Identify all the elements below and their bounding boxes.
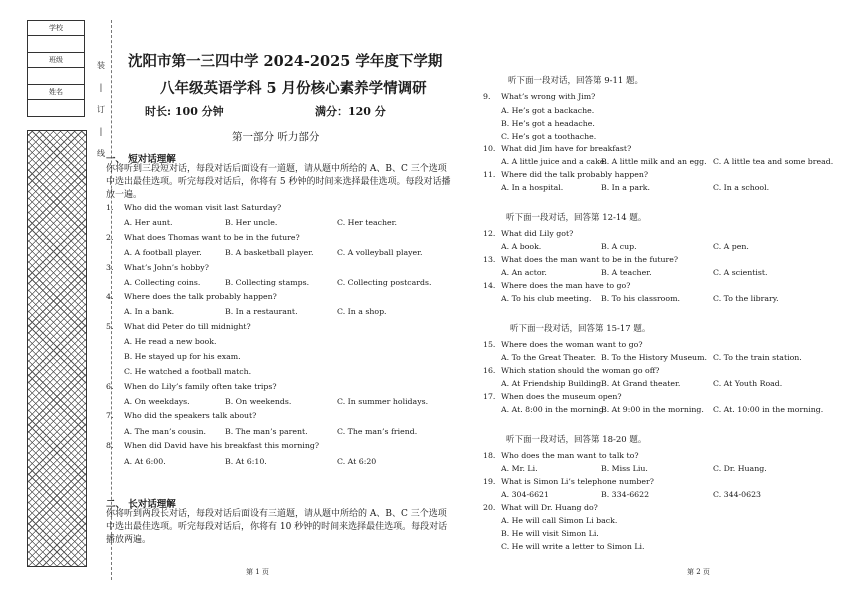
- option-a[interactable]: A. 304-6621: [501, 490, 549, 499]
- question-text: Where does the man have to go?: [501, 281, 631, 290]
- option-a[interactable]: A. He will call Simon Li back.: [501, 516, 618, 525]
- question-text: What does the man want to be in the future?: [501, 255, 679, 264]
- option-b[interactable]: B. A little milk and an egg.: [601, 157, 707, 166]
- question-number: 1.: [106, 203, 114, 212]
- option-a[interactable]: A. Her aunt.: [124, 218, 173, 227]
- option-c[interactable]: C. In a school.: [713, 183, 770, 192]
- question-text: When did David have his breakfast this morning?: [124, 441, 320, 450]
- option-a[interactable]: A. At. 8:00 in the morning.: [501, 405, 607, 414]
- option-a[interactable]: A. A little juice and a cake.: [501, 157, 608, 166]
- option-c[interactable]: C. A volleyball player.: [337, 248, 423, 257]
- option-c[interactable]: C. To the train station.: [713, 353, 802, 362]
- exam-subtitle: 八年级英语学科 5 月份核心素养学情调研: [160, 80, 427, 97]
- option-b[interactable]: B. At Grand theater.: [601, 379, 681, 388]
- option-b[interactable]: B. He will visit Simon Li.: [501, 529, 599, 538]
- question-text: What did Jim have for breakfast?: [501, 144, 632, 153]
- class-field[interactable]: [28, 68, 85, 85]
- question-number: 8.: [106, 441, 114, 450]
- class-label: 班级: [28, 53, 85, 68]
- question-number: 5.: [106, 322, 114, 331]
- exam-duration: 时长: 100 分钟: [145, 105, 224, 118]
- question-text: What did Peter do till midnight?: [124, 322, 251, 331]
- option-b[interactable]: B. Miss Liu.: [601, 464, 648, 473]
- part-title: 第一部分 听力部分: [232, 131, 320, 143]
- question-text: Where does the talk probably happen?: [124, 292, 277, 301]
- option-b[interactable]: B. In a park.: [601, 183, 650, 192]
- section1-intro: 你将听到三段短对话，每段对话后面设有一道题，请从题中所给的 A、B、C 三个选项中选出最佳选项。听完每段对话后，你将有 5 秒钟的时间来选择最佳选项。每段对话播放一遍。: [106, 164, 451, 200]
- option-b[interactable]: B. The man’s parent.: [225, 427, 308, 436]
- option-c[interactable]: C. In summer holidays.: [337, 397, 429, 406]
- question-number: 7.: [106, 411, 114, 420]
- option-c[interactable]: C. The man’s friend.: [337, 427, 418, 436]
- option-b[interactable]: B. 334-6622: [601, 490, 650, 499]
- question-number: 6.: [106, 382, 114, 391]
- option-a[interactable]: A. He read a new book.: [124, 337, 217, 346]
- name-label: 姓名: [28, 85, 85, 100]
- option-b[interactable]: B. To his classroom.: [601, 294, 680, 303]
- option-b[interactable]: B. To the History Museum.: [601, 353, 707, 362]
- school-field[interactable]: [28, 36, 85, 53]
- question-text: Who did the woman visit last Saturday?: [124, 203, 282, 212]
- option-c[interactable]: C. At. 10:00 in the morning.: [713, 405, 824, 414]
- question-text: What does Thomas want to be in the future?: [124, 233, 300, 242]
- question-text: When do Lily’s family often take trips?: [124, 382, 277, 391]
- question-text: What will Dr. Huang do?: [501, 503, 598, 512]
- question-number: 14.: [483, 281, 496, 290]
- school-label: 学校: [28, 21, 85, 36]
- question-text: What’s wrong with Jim?: [501, 92, 596, 101]
- option-b[interactable]: B. At 9:00 in the morning.: [601, 405, 704, 414]
- option-c[interactable]: C. Collecting postcards.: [337, 278, 432, 287]
- option-a[interactable]: A. At Friendship Building.: [501, 379, 604, 388]
- option-c[interactable]: C. He will write a letter to Simon Li.: [501, 542, 645, 551]
- question-text: What did Lily got?: [501, 229, 574, 238]
- question-number: 20.: [483, 503, 496, 512]
- page-number-2: 第 2 页: [687, 568, 710, 576]
- option-c[interactable]: C. 344-0623: [713, 490, 762, 499]
- option-c[interactable]: C. A scientist.: [713, 268, 768, 277]
- question-number: 10.: [483, 144, 496, 153]
- option-b[interactable]: B. He stayed up for his exam.: [124, 352, 241, 361]
- option-b[interactable]: B. A teacher.: [601, 268, 652, 277]
- option-c[interactable]: C. He watched a football match.: [124, 367, 252, 376]
- listening-instruction: 听下面一段对话，回答第 12-14 题。: [506, 213, 647, 223]
- listening-instruction: 听下面一段对话，回答第 18-20 题。: [506, 435, 647, 445]
- question-number: 3.: [106, 263, 114, 272]
- option-c[interactable]: C. In a shop.: [337, 307, 387, 316]
- question-text: Which station should the woman go off?: [501, 366, 660, 375]
- decorative-pattern: [27, 130, 87, 567]
- question-text: What is Simon Li’s telephone number?: [501, 477, 654, 486]
- exam-title: 沈阳市第一三四中学 2024-2025 学年度下学期: [128, 53, 443, 70]
- exam-score: 满分：120 分: [315, 105, 386, 118]
- option-c[interactable]: C. At 6:20: [337, 457, 377, 466]
- option-b[interactable]: B. A basketball player.: [225, 248, 314, 257]
- option-a[interactable]: A. To the Great Theater.: [501, 353, 597, 362]
- option-a[interactable]: A. In a hospital.: [501, 183, 564, 192]
- option-b[interactable]: B. On weekends.: [225, 397, 292, 406]
- option-b[interactable]: B. In a restaurant.: [225, 307, 298, 316]
- option-a[interactable]: A. An actor.: [501, 268, 547, 277]
- option-b[interactable]: B. Her uncle.: [225, 218, 278, 227]
- section1-heading: 一、 短对话理解: [106, 154, 176, 165]
- listening-instruction: 听下面一段对话，回答第 15-17 题。: [510, 324, 651, 334]
- question-text: Who did the speakers talk about?: [124, 411, 257, 420]
- question-number: 13.: [483, 255, 496, 264]
- question-number: 16.: [483, 366, 496, 375]
- page-number-1: 第 1 页: [246, 568, 269, 576]
- question-number: 15.: [483, 340, 496, 349]
- option-a[interactable]: A. A football player.: [124, 248, 202, 257]
- option-a[interactable]: A. On weekdays.: [124, 397, 190, 406]
- option-c[interactable]: C. Dr. Huang.: [713, 464, 767, 473]
- question-number: 19.: [483, 477, 496, 486]
- section2-heading: 二、 长对话理解: [106, 499, 176, 510]
- name-field[interactable]: [28, 100, 85, 117]
- option-c[interactable]: C. To the library.: [713, 294, 779, 303]
- option-a[interactable]: A. The man’s cousin.: [124, 427, 207, 436]
- question-number: 18.: [483, 451, 496, 460]
- question-number: 2.: [106, 233, 114, 242]
- question-number: 17.: [483, 392, 496, 401]
- option-a[interactable]: A. Mr. Li.: [501, 464, 538, 473]
- option-a[interactable]: A. At 6:00.: [124, 457, 166, 466]
- option-a[interactable]: A. To his club meeting.: [501, 294, 592, 303]
- option-c[interactable]: C. Her teacher.: [337, 218, 398, 227]
- option-c[interactable]: C. He’s got a toothache.: [501, 132, 597, 141]
- question-text: Where does the woman want to go?: [501, 340, 643, 349]
- option-a[interactable]: A. A book.: [501, 242, 542, 251]
- binding-line-text: 装 | 订 | 线: [97, 61, 105, 158]
- question-text: Where did the talk probably happen?: [501, 170, 649, 179]
- option-a[interactable]: A. Collecting coins.: [124, 278, 201, 287]
- question-number: 9.: [483, 92, 491, 101]
- section2-intro: 你将听到两段长对话，每段对话后面设有三道题，请从题中所给的 A、B、C 三个选项中选出最佳选项。听完每段对话后，你将有 10 秒钟的时间来选择最佳选项。每段对话播放两遍。: [106, 509, 448, 545]
- option-c[interactable]: C. A pen.: [713, 242, 749, 251]
- question-number: 11.: [483, 170, 496, 179]
- option-c[interactable]: C. A little tea and some bread.: [713, 157, 834, 166]
- question-number: 4.: [106, 292, 114, 301]
- student-info-table: [27, 20, 85, 117]
- question-number: 12.: [483, 229, 496, 238]
- option-b[interactable]: B. He’s got a headache.: [501, 119, 595, 128]
- question-text: Who does the man want to talk to?: [501, 451, 639, 460]
- question-text: When does the museum open?: [501, 392, 622, 401]
- question-text: What’s John’s hobby?: [124, 263, 209, 272]
- listening-instruction: 听下面一段对话，回答第 9-11 题。: [508, 76, 644, 86]
- option-b[interactable]: B. Collecting stamps.: [225, 278, 310, 287]
- option-c[interactable]: C. At Youth Road.: [713, 379, 783, 388]
- option-b[interactable]: B. A cup.: [601, 242, 637, 251]
- option-a[interactable]: A. In a bank.: [124, 307, 175, 316]
- option-a[interactable]: A. He’s got a backache.: [501, 106, 595, 115]
- option-b[interactable]: B. At 6:10.: [225, 457, 267, 466]
